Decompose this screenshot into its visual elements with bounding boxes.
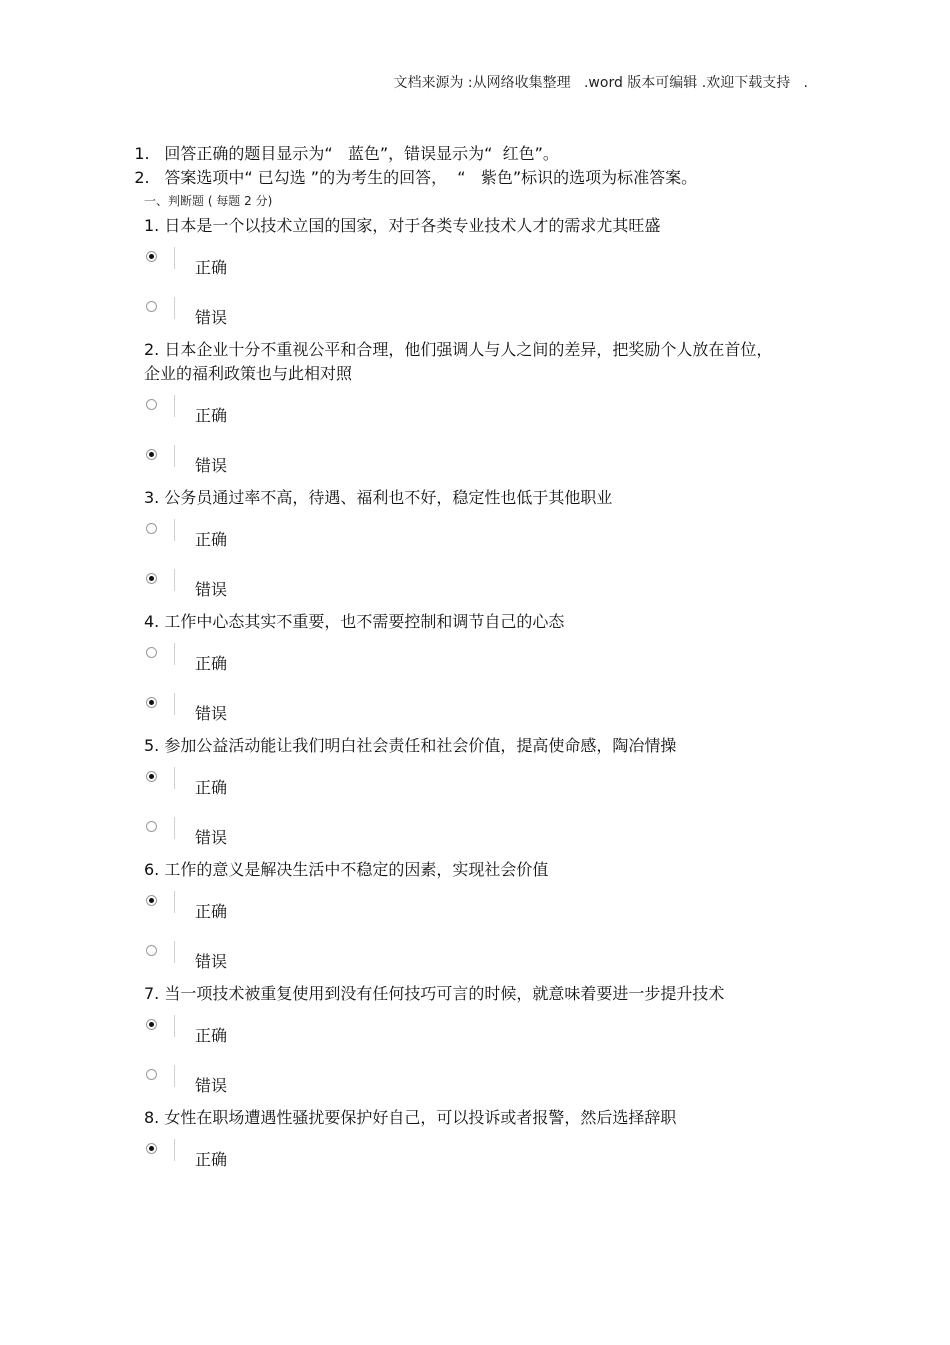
- radio-unchecked-icon[interactable]: [146, 1069, 157, 1080]
- question-item: [144, 486, 784, 610]
- question-text: 3. 公务员通过率不高，待遇、福利也不好，稳定性也低于其他职业: [144, 488, 613, 507]
- question-text: 1. 日本是一个以技术立国的国家，对于各类专业技术人才的需求尤其旺盛: [144, 216, 661, 235]
- option-divider: [174, 767, 175, 789]
- document-header: 文档来源为 :从网络收集整理 .word 版本可编辑 .欢迎下载支持 .: [393, 75, 808, 91]
- answer-option[interactable]: [144, 1006, 784, 1056]
- option-divider: [174, 643, 175, 665]
- option-label: 正确: [195, 654, 228, 673]
- radio-checked-icon[interactable]: [146, 251, 157, 262]
- option-label: 正确: [195, 778, 228, 797]
- answer-option[interactable]: [144, 436, 784, 486]
- option-label: 正确: [195, 406, 228, 425]
- question-item: [144, 610, 784, 734]
- question-text: 7. 当一项技术被重复使用到没有任何技巧可言的时候，就意味着要进一步提升技术: [144, 984, 725, 1003]
- option-divider: [174, 1065, 175, 1087]
- note-text: 答案选项中“ 已勾选 ”的为考生的回答， “ 紫色”标识的选项为标准答案。: [164, 168, 698, 187]
- radio-checked-icon[interactable]: [146, 697, 157, 708]
- option-divider: [174, 519, 175, 541]
- answer-option[interactable]: [144, 238, 784, 288]
- note-number: 2.: [134, 168, 150, 187]
- answer-option[interactable]: [144, 882, 784, 932]
- radio-unchecked-icon[interactable]: [146, 523, 157, 534]
- question-item: [144, 982, 784, 1106]
- option-label: 错误: [195, 308, 228, 327]
- option-label: 正确: [195, 258, 228, 277]
- option-divider: [174, 1015, 175, 1037]
- option-divider: [174, 569, 175, 591]
- question-item: [144, 338, 784, 486]
- option-divider: [174, 1139, 175, 1161]
- option-label: 错误: [195, 1076, 228, 1095]
- note-text: 回答正确的题目显示为“ 蓝色”，错误显示为“ 红色”。: [164, 144, 559, 163]
- radio-unchecked-icon[interactable]: [146, 821, 157, 832]
- instruction-notes: [114, 118, 698, 187]
- option-label: 错误: [195, 456, 228, 475]
- radio-unchecked-icon[interactable]: [146, 647, 157, 658]
- option-label: 错误: [195, 704, 228, 723]
- option-divider: [174, 247, 175, 269]
- option-label: 正确: [195, 530, 228, 549]
- option-label: 错误: [195, 952, 228, 971]
- question-list: [144, 214, 784, 1180]
- question-text: 6. 工作的意义是解决生活中不稳定的因素，实现社会价值: [144, 860, 549, 879]
- question-text: 2. 日本企业十分不重视公平和合理，他们强调人与人之间的差异，把奖励个人放在首位，企业的福利政策也与此相对照: [144, 340, 773, 383]
- answer-option[interactable]: [144, 386, 784, 436]
- radio-checked-icon[interactable]: [146, 1019, 157, 1030]
- radio-unchecked-icon[interactable]: [146, 301, 157, 312]
- radio-checked-icon[interactable]: [146, 449, 157, 460]
- radio-checked-icon[interactable]: [146, 895, 157, 906]
- option-label: 错误: [195, 580, 228, 599]
- instruction-note: [114, 118, 697, 163]
- option-label: 正确: [195, 1150, 228, 1169]
- answer-option[interactable]: [144, 758, 784, 808]
- question-item: [144, 734, 784, 858]
- option-divider: [174, 693, 175, 715]
- question-item: [144, 858, 784, 982]
- question-item: [144, 1106, 784, 1180]
- answer-option[interactable]: [144, 560, 784, 610]
- answer-option[interactable]: [144, 684, 784, 734]
- radio-checked-icon[interactable]: [146, 771, 157, 782]
- radio-checked-icon[interactable]: [146, 1143, 157, 1154]
- answer-option[interactable]: [144, 808, 784, 858]
- note-number: 1.: [134, 144, 150, 163]
- option-label: 正确: [195, 902, 228, 921]
- option-label: 正确: [195, 1026, 228, 1045]
- question-text: 5. 参加公益活动能让我们明白社会责任和社会价值，提高使命感，陶冶情操: [144, 736, 677, 755]
- option-divider: [174, 817, 175, 839]
- answer-option[interactable]: [144, 634, 784, 684]
- answer-option[interactable]: [144, 1056, 784, 1106]
- option-divider: [174, 891, 175, 913]
- question-text: 4. 工作中心态其实不重要，也不需要控制和调节自己的心态: [144, 612, 565, 631]
- option-divider: [174, 395, 175, 417]
- answer-option[interactable]: [144, 288, 784, 338]
- radio-checked-icon[interactable]: [146, 573, 157, 584]
- option-label: 错误: [195, 828, 228, 847]
- question-text: 8. 女性在职场遭遇性骚扰要保护好自己，可以投诉或者报警，然后选择辞职: [144, 1108, 677, 1127]
- question-item: [144, 214, 784, 338]
- answer-option[interactable]: [144, 932, 784, 982]
- section-title: 一、判断题 ( 每题 2 分): [144, 194, 273, 208]
- option-divider: [174, 445, 175, 467]
- radio-unchecked-icon[interactable]: [146, 399, 157, 410]
- option-divider: [174, 941, 175, 963]
- answer-option[interactable]: [144, 1130, 784, 1180]
- radio-unchecked-icon[interactable]: [146, 945, 157, 956]
- option-divider: [174, 297, 175, 319]
- answer-option[interactable]: [144, 510, 784, 560]
